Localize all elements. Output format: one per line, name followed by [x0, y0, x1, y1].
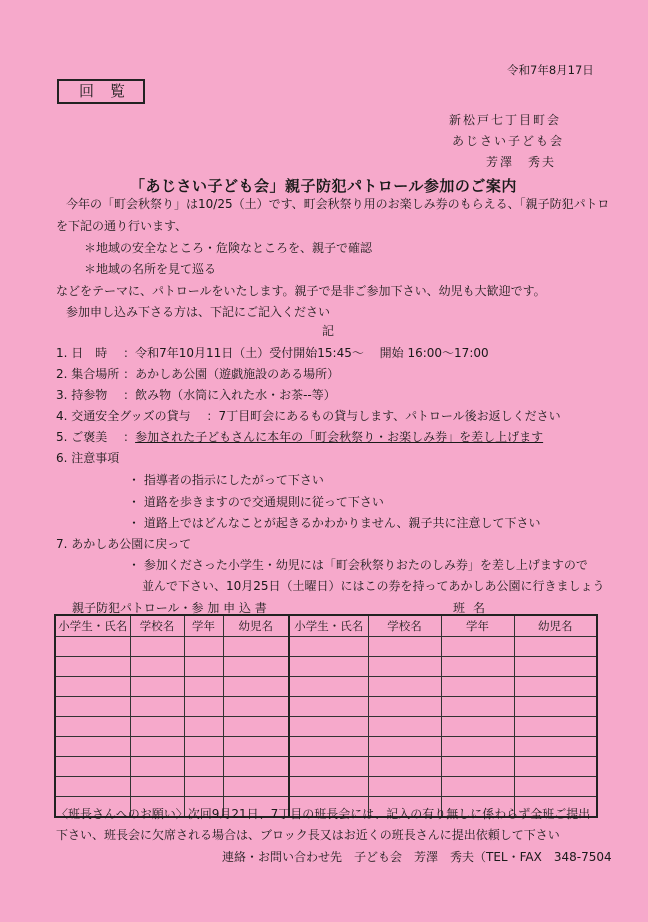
item-reward-label: 5. ご褒美 ：	[56, 430, 136, 444]
form-cell[interactable]	[184, 697, 223, 717]
intro-line: 今年の「町会秋祭り」は10/25（土）です、町会秋祭り用のお楽しみ券のもらえる、「親子防犯パトロ	[66, 197, 610, 211]
intro-line: 参加申し込み下さる方は、下記にご記入ください	[66, 305, 331, 319]
form-cell[interactable]	[514, 717, 597, 737]
item-belongings: 3. 持参物 ：飲み物（水筒に入れた水・お茶--等）	[56, 388, 336, 402]
form-row[interactable]	[55, 777, 597, 797]
form-cell[interactable]	[368, 697, 441, 717]
header-infant-name: 幼児名	[223, 615, 289, 637]
item-reward-text: 参加された子どもさんに本年の「町会秋祭り・お楽しみ券」を差し上げます	[135, 430, 544, 444]
form-cell[interactable]	[55, 757, 130, 777]
form-cell[interactable]	[368, 677, 441, 697]
form-cell[interactable]	[441, 697, 514, 717]
form-cell[interactable]	[184, 717, 223, 737]
form-cell[interactable]	[55, 737, 130, 757]
form-cell[interactable]	[130, 757, 184, 777]
form-cell[interactable]	[289, 737, 368, 757]
item-place: 2. 集合場所 ：あかしあ公園（遊戯施設のある場所）	[56, 367, 340, 381]
footer-request-cont: 下さい、班長会に欠席される場合は、ブロック長又はお近くの班長さんに提出依頼して下さい	[56, 828, 560, 842]
form-cell[interactable]	[289, 757, 368, 777]
form-cell[interactable]	[184, 737, 223, 757]
form-cell[interactable]	[130, 737, 184, 757]
form-cell[interactable]	[55, 697, 130, 717]
note-bullet: ・ 指導者の指示にしたがって下さい	[128, 473, 324, 487]
form-cell[interactable]	[514, 757, 597, 777]
form-cell[interactable]	[223, 697, 289, 717]
return-bullet: ・ 参加くださった小学生・幼児には「町会秋祭りおたのしみ券」を差し上げますので	[128, 558, 588, 572]
form-row[interactable]	[55, 657, 597, 677]
form-header-row	[55, 615, 597, 637]
form-cell[interactable]	[441, 777, 514, 797]
form-cell[interactable]	[441, 717, 514, 737]
org-name: 新松戸七丁目町会	[449, 113, 562, 127]
header-grade: 学年	[184, 615, 223, 637]
form-cell[interactable]	[223, 657, 289, 677]
document-title: 「あじさい子ども会」親子防犯パトロール参加のご案内	[130, 177, 517, 195]
org-person: 芳澤 秀夫	[486, 155, 557, 169]
org-group: あじさい子ども会	[452, 134, 565, 148]
intro-bullet: ＊地域の名所を見て巡る	[84, 262, 217, 276]
header-infant-name: 幼児名	[514, 615, 597, 637]
form-cell[interactable]	[368, 717, 441, 737]
form-cell[interactable]	[514, 677, 597, 697]
application-form	[54, 614, 598, 818]
intro-line: を下記の通り行います、	[56, 219, 188, 233]
form-cell[interactable]	[289, 657, 368, 677]
item-return: 7. あかしあ公園に戻って	[56, 537, 192, 551]
form-cell[interactable]	[130, 657, 184, 677]
form-cell[interactable]	[514, 637, 597, 657]
form-cell[interactable]	[289, 677, 368, 697]
form-cell[interactable]	[55, 777, 130, 797]
form-cell[interactable]	[223, 637, 289, 657]
form-cell[interactable]	[223, 757, 289, 777]
note-bullet: ・ 道路上ではどんなことが起きるかわかりません、親子共に注意して下さい	[128, 516, 541, 530]
date: 令和7年8月17日	[507, 63, 594, 77]
form-cell[interactable]	[289, 717, 368, 737]
form-cell[interactable]	[223, 717, 289, 737]
form-cell[interactable]	[130, 717, 184, 737]
form-cell[interactable]	[441, 757, 514, 777]
form-cell[interactable]	[223, 777, 289, 797]
form-cell[interactable]	[184, 777, 223, 797]
form-cell[interactable]	[55, 637, 130, 657]
footer-contact: 連絡・お問い合わせ先 子ども会 芳澤 秀夫（TEL・FAX 348-7504	[222, 850, 612, 864]
form-cell[interactable]	[184, 637, 223, 657]
form-cell[interactable]	[223, 677, 289, 697]
form-row[interactable]	[55, 737, 597, 757]
form-title: 親子防犯パトロール・参 加 申 込 書	[72, 601, 267, 615]
form-cell[interactable]	[368, 657, 441, 677]
form-cell[interactable]	[368, 757, 441, 777]
form-cell[interactable]	[368, 737, 441, 757]
kairan-box: 回覧	[57, 79, 145, 104]
form-cell[interactable]	[184, 757, 223, 777]
form-cell[interactable]	[514, 737, 597, 757]
form-row[interactable]	[55, 637, 597, 657]
ki-label: 記	[322, 324, 335, 338]
form-cell[interactable]	[130, 677, 184, 697]
form-cell[interactable]	[368, 637, 441, 657]
form-cell[interactable]	[130, 777, 184, 797]
form-cell[interactable]	[184, 677, 223, 697]
form-cell[interactable]	[223, 737, 289, 757]
header-grade: 学年	[441, 615, 514, 637]
form-row[interactable]	[55, 717, 597, 737]
footer-request: 〈班長さんへのお願い〉次回9月21日、7丁目の班長会には、記入の有り無しに係わらず全班ご提出	[56, 807, 591, 821]
form-cell[interactable]	[514, 657, 597, 677]
header-student-name: 小学生・氏名	[55, 615, 130, 637]
form-cell[interactable]	[289, 697, 368, 717]
header-school: 学校名	[368, 615, 441, 637]
item-goods: 4. 交通安全グッズの貸与 ：7丁目町会にあるもの貸与します、パトロール後お返しください	[56, 409, 561, 423]
form-cell[interactable]	[441, 677, 514, 697]
form-cell[interactable]	[289, 777, 368, 797]
form-cell[interactable]	[289, 637, 368, 657]
form-cell[interactable]	[55, 717, 130, 737]
form-cell[interactable]	[130, 637, 184, 657]
form-row[interactable]	[55, 697, 597, 717]
note-bullet: ・ 道路を歩きますので交通規則に従って下さい	[128, 495, 384, 509]
form-row[interactable]	[55, 677, 597, 697]
form-cell[interactable]	[441, 637, 514, 657]
form-cell[interactable]	[55, 657, 130, 677]
form-cell[interactable]	[55, 677, 130, 697]
form-cell[interactable]	[368, 777, 441, 797]
group-name-label: 班名	[453, 601, 494, 615]
item-reward	[56, 429, 543, 445]
header-school: 学校名	[130, 615, 184, 637]
form-cell[interactable]	[130, 697, 184, 717]
form-cell[interactable]	[441, 737, 514, 757]
form-cell[interactable]	[514, 697, 597, 717]
form-cell[interactable]	[441, 657, 514, 677]
header-student-name: 小学生・氏名	[289, 615, 368, 637]
return-bullet-cont: 並んで下さい、10月25日（土曜日）にはこの券を持ってあかしあ公園に行きましょう	[142, 579, 605, 593]
form-cell[interactable]	[514, 777, 597, 797]
item-notes: 6. 注意事項	[56, 451, 120, 465]
intro-line: などをテーマに、パトロールをいたします。親子で是非ご参加下さい、幼児も大歓迎です。	[56, 284, 546, 298]
form-cell[interactable]	[184, 657, 223, 677]
item-datetime: 1. 日 時 ：令和7年10月11日（土）受付開始15:45～ 開始 16:00～17:00	[56, 346, 489, 360]
form-row[interactable]	[55, 757, 597, 777]
intro-bullet: ＊地域の安全なところ・危険なところを、親子で確認	[84, 241, 373, 255]
